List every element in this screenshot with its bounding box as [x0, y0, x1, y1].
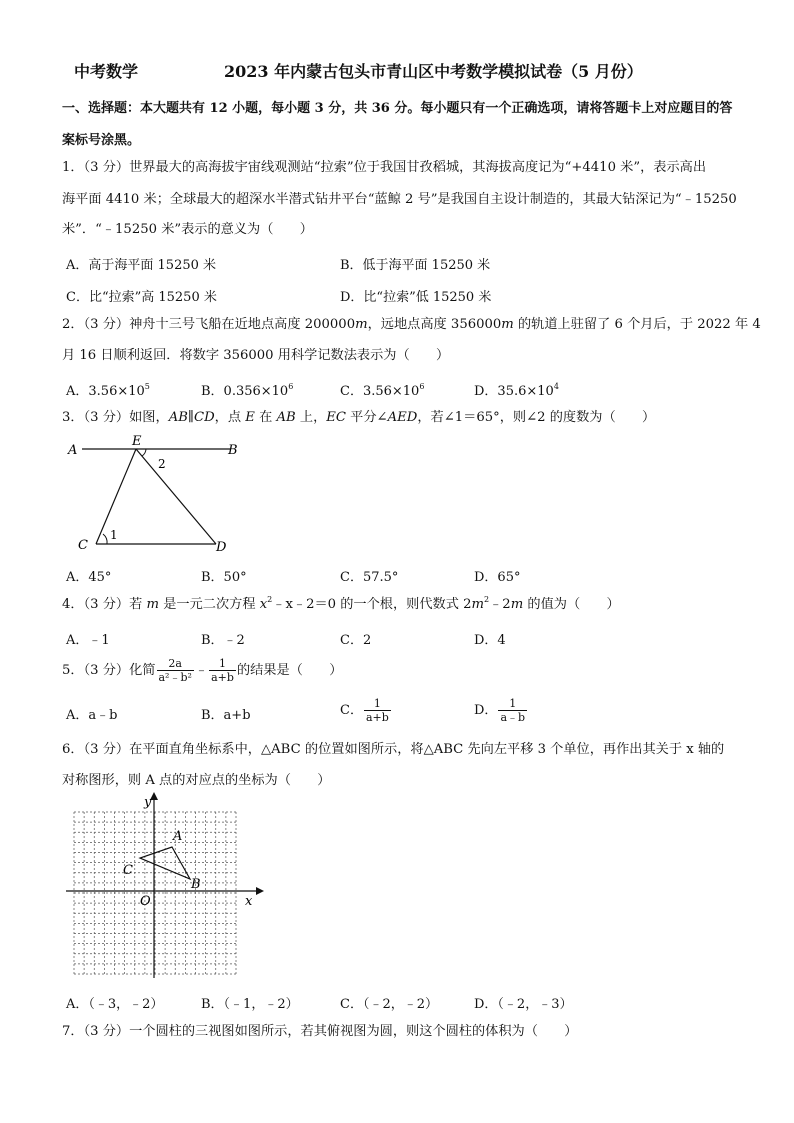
question-2-line-2: 月 16 日顺利返回．将数字 356000 用科学记数法表示为（ ）: [62, 348, 450, 363]
grid-lines: [74, 812, 236, 974]
q2-option-b[interactable]: B．$0.356\times 10^6$: [201, 382, 294, 399]
label-c: C: [78, 538, 88, 553]
question-6-line-2: 对称图形，则 A 点的对应点的坐标为（ ）: [62, 773, 331, 788]
section-instructions: 一、选择题：本大题共有 12 小题，每小题 3 分，共 36 分。每小题只有一个正确选项，请将答题卡上对应题目的答: [62, 101, 733, 116]
q6-option-b[interactable]: B．（﹣1，﹣2）: [201, 997, 299, 1012]
fraction-2a: $\frac{2a}{\text{a²﹣b²}}$: [158, 657, 192, 684]
section-instructions-cont: 案标号涂黑。: [62, 133, 141, 148]
angle-2-arc: [142, 449, 146, 456]
page-title: 2023 年内蒙古包头市青山区中考数学模拟试卷（5 月份）: [224, 62, 643, 81]
label-c: C: [123, 863, 133, 878]
q3-option-c[interactable]: C．57.5°: [340, 570, 399, 585]
x-axis-arrow: [256, 887, 264, 895]
question-3-text: 3．（3 分）如图，AB∥CD，点 E 在 AB 上，EC 平分∠AED，若∠1＝65°，则∠2 的度数为（ ）: [62, 410, 656, 425]
q2-option-a[interactable]: A．$3.56\times 10^5$: [66, 382, 150, 399]
q1-option-a[interactable]: A．高于海平面 15250 米: [66, 258, 217, 273]
q5-option-d[interactable]: D． $\frac{1}{a﹣b}$: [474, 697, 526, 724]
q4-option-d[interactable]: D．4: [474, 633, 506, 648]
q5-option-b[interactable]: B．a+b: [201, 708, 251, 723]
q5-option-c[interactable]: C． $\frac{1}{a+b}$: [340, 697, 389, 724]
label-angle-1: 1: [110, 528, 118, 542]
q1-option-c[interactable]: C．比“拉索”高 15250 米: [66, 290, 217, 305]
label-x: x: [245, 894, 253, 909]
label-b: B: [191, 877, 201, 892]
triangle-abc: [140, 847, 190, 879]
question-2-line-1: 2．（3 分）神舟十三号飞船在近地点高度 200000m，远地点高度 356000m 的轨道上驻留了 6 个月后，于 2022 年 4: [62, 317, 761, 332]
label-a: A: [173, 829, 183, 844]
q3-option-d[interactable]: D．65°: [474, 570, 521, 585]
question-4-text: 4．（3 分）若 m 是一元二次方程 $x^2﹣x﹣2=0$ 的一个根，则代数式 $2m^2﹣2m$ 的值为（ ）: [62, 595, 620, 612]
subject-label: 中考数学: [74, 62, 139, 81]
label-angle-2: 2: [158, 457, 166, 471]
q3-option-a[interactable]: A．45°: [66, 570, 112, 585]
label-b: B: [228, 443, 238, 458]
q1-option-d[interactable]: D．比“拉索”低 15250 米: [340, 290, 492, 305]
question-6-line-1: 6．（3 分）在平面直角坐标系中，△ABC 的位置如图所示，将△ABC 先向左平移 3 个单位，再作出其关于 x 轴的: [62, 742, 725, 757]
q4-option-b[interactable]: B．﹣2: [201, 633, 245, 648]
question-5-text: 5．（3 分）化简 $\frac{2a}{\text{a²﹣b²}}$ ﹣ $\frac{1}{a+b}$ 的结果是（ ）: [62, 657, 343, 684]
question-1-line-2: 海平面 4410 米；全球最大的超深水半潜式钻井平台“蓝鲸 2 号”是我国自主设计制造的，其最大钻深记为“﹣15250: [62, 192, 737, 207]
label-e: E: [132, 434, 142, 449]
q3-option-b[interactable]: B．50°: [201, 570, 247, 585]
q6-option-a[interactable]: A．（﹣3，﹣2）: [66, 997, 164, 1012]
label-a: A: [68, 443, 78, 458]
q6-option-d[interactable]: D．（﹣2，﹣3）: [474, 997, 573, 1012]
question-1-line-3: 米”．“﹣15250 米”表示的意义为（ ）: [62, 222, 313, 237]
q4-option-a[interactable]: A．﹣1: [66, 633, 110, 648]
q6-coordinate-grid: [60, 792, 272, 980]
q5-option-a[interactable]: A．a﹣b: [66, 708, 118, 723]
label-y: y: [144, 795, 152, 810]
q6-option-c[interactable]: C．（﹣2，﹣2）: [340, 997, 438, 1012]
label-origin: O: [140, 894, 151, 909]
fraction-1-over-a-plus-b: $\frac{1}{a+b}$: [211, 657, 234, 684]
q4-option-c[interactable]: C．2: [340, 633, 372, 648]
q2-option-c[interactable]: C．$3.56\times 10^6$: [340, 382, 425, 399]
question-1-line-1: 1．（3 分）世界最大的高海拔宇宙线观测站“拉索”位于我国甘孜稻城，其海拔高度记为“+4410 米”，表示高出: [62, 160, 707, 175]
segment-ed: [136, 449, 216, 544]
question-7-text: 7．（3 分）一个圆柱的三视图如图所示，若其俯视图为圆，则这个圆柱的体积为（ ）: [62, 1024, 578, 1039]
q2-option-d[interactable]: D．$35.6\times 10^4$: [474, 382, 559, 399]
q3-figure: [60, 432, 260, 556]
angle-1-arc: [103, 534, 107, 544]
label-d: D: [216, 540, 227, 555]
q1-option-b[interactable]: B．低于海平面 15250 米: [340, 258, 491, 273]
